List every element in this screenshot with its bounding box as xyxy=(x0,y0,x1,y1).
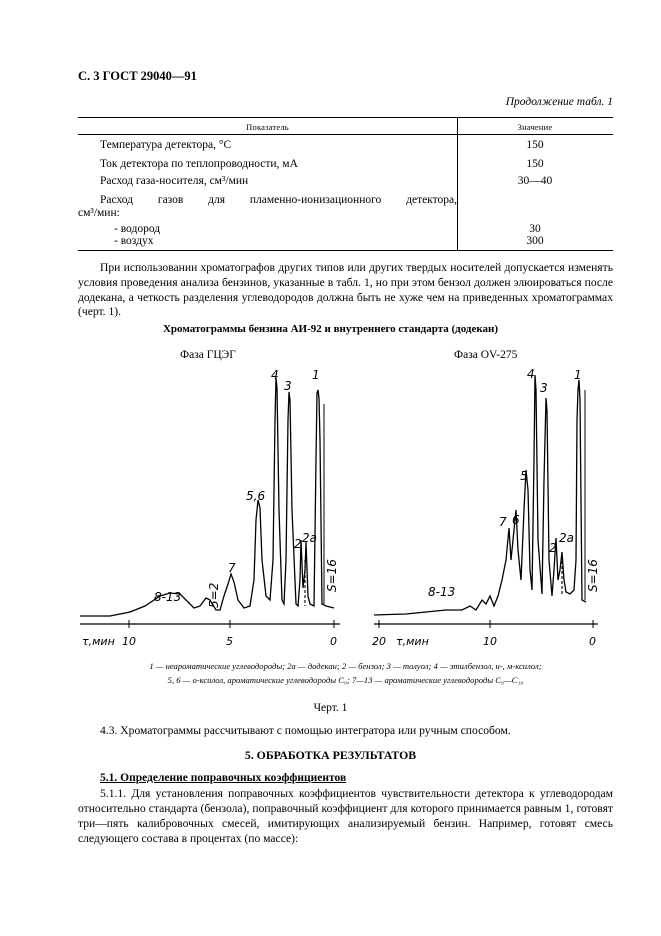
peak-label: S=16 xyxy=(586,559,600,592)
table-row-value: 150 xyxy=(526,139,544,151)
tick-label: 10 xyxy=(122,635,136,648)
figure-title: Хроматограммы бензина АИ-92 и внутреннего стандарта (додекан) xyxy=(162,323,499,335)
chromatogram-right xyxy=(366,360,611,655)
table-row-label: - воздух xyxy=(114,235,154,247)
col-header-indicator: Показатель xyxy=(246,122,289,132)
tick-label: 0 xyxy=(589,635,596,648)
table-row-value: 30 xyxy=(529,223,541,235)
peak-label: 8-13 xyxy=(154,590,182,604)
peak-label: 2а xyxy=(559,531,574,545)
paragraph-4-3: 4.3. Хроматограммы рассчитывают с помощью интегратора или ручным способом. xyxy=(100,724,511,737)
tick-label: 0 xyxy=(330,635,337,648)
peak-label: 6 xyxy=(512,513,520,527)
parameters-table xyxy=(78,117,613,252)
peak-label: 4 xyxy=(271,368,279,382)
peak-label: 1 xyxy=(574,368,582,382)
figure-legend xyxy=(78,659,613,687)
table-row-value: 150 xyxy=(526,158,544,170)
chromatogram-left xyxy=(70,360,350,655)
section-title: 5. ОБРАБОТКА РЕЗУЛЬТАТОВ xyxy=(244,748,417,762)
peak-label: 1 xyxy=(312,368,320,382)
page-header: С. 3 ГОСТ 29040—91 xyxy=(78,69,197,83)
table-row-value: 300 xyxy=(526,235,544,247)
subsection-title: 5.1. Определение поправочных коэффициентов xyxy=(100,772,347,784)
peak-label: 5,6 xyxy=(246,489,266,503)
peak-label: S=16 xyxy=(325,559,339,592)
peak-label: 4 xyxy=(527,367,535,381)
legend-line: 5, 6 — о-ксилол, ароматические углеводороды С₉; 7—13 — ароматические углеводороды С₉—С₁₀ xyxy=(167,675,524,685)
col-header-value: Значение xyxy=(517,122,553,132)
table-row-label: Температура детектора, °С xyxy=(100,139,232,151)
peak-label: 5 xyxy=(520,469,528,483)
peak-label: 8-13 xyxy=(428,585,456,599)
paragraph-5-1-1 xyxy=(78,786,613,846)
peak-label: 7 xyxy=(499,515,507,529)
paragraph-alt-chromatographs xyxy=(78,261,613,320)
peak-label: 3 xyxy=(284,379,292,393)
paragraph-text: 5.1.1. Для установления поправочных коэффициентов чувствительности детектора к углеводородам относительно стандарта (бензола), поправочный коэффициент для которого принимается равным 1, готовят три—пять калибровочных смесей, имитирующих анализируемый бензин. Например, готовят смесь следующего состава в процентах (по массе): xyxy=(78,787,613,845)
peak-label: 2 xyxy=(549,541,557,555)
paragraph-text: При использовании хроматографов других типов или других твердых носителей допускается изменять условия проведения анализа бензинов, указанные в табл. 1, но при этом бензол должен элюироваться после додекана, а четкость разделения углеводородов должна быть не хуже чем на приведенных хроматограммах (черт. 1). xyxy=(78,261,613,319)
table-row-label: Расход газов для пламенно-ионизационного детектора, xyxy=(100,194,457,206)
table-row-value: 30—40 xyxy=(517,175,553,187)
table-row-label-cont: см³/мин: xyxy=(78,207,120,219)
legend-line: 1 — неароматические углеводороды; 2а — додекан; 2 — бензол; 3 — толуол; 4 — этилбензол, н-, м-ксилол; xyxy=(149,661,542,671)
table-row-label: - водород xyxy=(114,223,161,235)
tick-label: 5 xyxy=(226,635,233,648)
chromatogram-trace xyxy=(80,378,334,616)
tick-label: 20 xyxy=(372,635,386,648)
chromatogram-trace xyxy=(374,375,586,615)
peak-label: 2а xyxy=(302,531,317,545)
tick-label: 10 xyxy=(483,635,497,648)
axis-label: τ,мин xyxy=(82,635,115,648)
figure-caption: Черт. 1 xyxy=(313,702,348,714)
peak-label: 5=2 xyxy=(207,582,221,608)
phase-label-right: Фаза OV-275 xyxy=(454,349,518,361)
table-row-label: Расход газа-носителя, см³/мин xyxy=(100,175,249,187)
axis-label: τ,мин xyxy=(396,635,429,648)
table-continuation-note: Продолжение табл. 1 xyxy=(505,96,613,108)
peak-label: 2 xyxy=(294,537,302,551)
peak-label: 3 xyxy=(540,381,548,395)
table-row-label: Ток детектора по теплопроводности, мА xyxy=(100,158,298,170)
phase-label-left: Фаза ГЦЭГ xyxy=(180,349,236,361)
peak-label: 7 xyxy=(228,561,236,575)
